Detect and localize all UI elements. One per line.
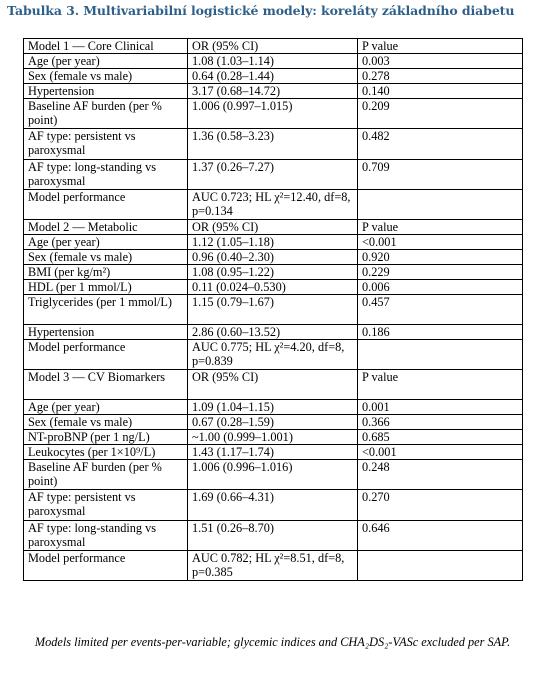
row-label-cell: Triglycerides (per 1 mmol/L) — [24, 295, 188, 325]
odds-ratio-cell: 3.17 (0.68–14.72) — [188, 84, 358, 99]
table-row — [24, 160, 523, 190]
p-value-cell: P value — [358, 39, 523, 54]
odds-ratio-cell: 1.15 (0.79–1.67) — [188, 295, 358, 325]
row-label-cell: Baseline AF burden (per % point) — [24, 460, 188, 490]
table-row — [24, 445, 523, 460]
p-value-cell: 0.646 — [358, 521, 523, 551]
p-value-cell — [358, 551, 523, 581]
table-row — [24, 551, 523, 581]
odds-ratio-cell: 1.09 (1.04–1.15) — [188, 400, 358, 415]
odds-ratio-cell: 1.08 (1.03–1.14) — [188, 54, 358, 69]
table-row — [24, 235, 523, 250]
table-row — [24, 250, 523, 265]
p-value-cell: 0.366 — [358, 415, 523, 430]
row-label-cell: Model performance — [24, 190, 188, 220]
table-row — [24, 54, 523, 69]
model-header-row — [24, 370, 523, 400]
p-value-cell: 0.006 — [358, 280, 523, 295]
results-table — [23, 38, 523, 581]
odds-ratio-cell: AUC 0.775; HL χ²=4.20, df=8, p=0.839 — [188, 340, 358, 370]
odds-ratio-cell: 0.64 (0.28–1.44) — [188, 69, 358, 84]
p-value-cell: 0.209 — [358, 99, 523, 129]
table-row — [24, 415, 523, 430]
p-value-cell: 0.001 — [358, 400, 523, 415]
row-label-cell: Model 1 — Core Clinical — [24, 39, 188, 54]
row-label-cell: Baseline AF burden (per % point) — [24, 99, 188, 129]
table-row — [24, 265, 523, 280]
odds-ratio-cell: 1.37 (0.26–7.27) — [188, 160, 358, 190]
row-label-cell: AF type: persistent vs paroxysmal — [24, 490, 188, 521]
row-label-cell: Age (per year) — [24, 54, 188, 69]
row-label-cell: Age (per year) — [24, 235, 188, 250]
model-header-row — [24, 220, 523, 235]
p-value-cell: 0.140 — [358, 84, 523, 99]
row-label-cell: Hypertension — [24, 325, 188, 340]
table-row — [24, 400, 523, 415]
row-label-cell: BMI (per kg/m²) — [24, 265, 188, 280]
odds-ratio-cell: 1.006 (0.996–1.016) — [188, 460, 358, 490]
row-label-cell: AF type: long-standing vs paroxysmal — [24, 521, 188, 551]
row-label-cell: Sex (female vs male) — [24, 415, 188, 430]
table-row — [24, 295, 523, 325]
odds-ratio-cell: 0.67 (0.28–1.59) — [188, 415, 358, 430]
table-row — [24, 129, 523, 160]
table-row — [24, 99, 523, 129]
odds-ratio-cell: 1.43 (1.17–1.74) — [188, 445, 358, 460]
p-value-cell: P value — [358, 220, 523, 235]
p-value-cell: <0.001 — [358, 235, 523, 250]
p-value-cell — [358, 340, 523, 370]
row-label-cell: Model 3 — CV Biomarkers — [24, 370, 188, 400]
row-label-cell: Age (per year) — [24, 400, 188, 415]
p-value-cell: 0.685 — [358, 430, 523, 445]
table-row — [24, 84, 523, 99]
p-value-cell: 0.457 — [358, 295, 523, 325]
odds-ratio-cell: ~1.00 (0.999–1.001) — [188, 430, 358, 445]
model-header-row — [24, 39, 523, 54]
p-value-cell: 0.920 — [358, 250, 523, 265]
row-label-cell: Model performance — [24, 551, 188, 581]
odds-ratio-cell: 1.36 (0.58–3.23) — [188, 129, 358, 160]
row-label-cell: Hypertension — [24, 84, 188, 99]
row-label-cell: Leukocytes (per 1×10⁹/L) — [24, 445, 188, 460]
odds-ratio-cell: OR (95% CI) — [188, 220, 358, 235]
table-row — [24, 430, 523, 445]
odds-ratio-cell: OR (95% CI) — [188, 39, 358, 54]
table-row — [24, 280, 523, 295]
odds-ratio-cell: 1.51 (0.26–8.70) — [188, 521, 358, 551]
results-table-body — [24, 39, 523, 581]
p-value-cell: 0.248 — [358, 460, 523, 490]
table-row — [24, 460, 523, 490]
odds-ratio-cell: 0.96 (0.40–2.30) — [188, 250, 358, 265]
p-value-cell: 0.270 — [358, 490, 523, 521]
row-label-cell: AF type: long-standing vs paroxysmal — [24, 160, 188, 190]
odds-ratio-cell: 1.006 (0.997–1.015) — [188, 99, 358, 129]
p-value-cell: 0.482 — [358, 129, 523, 160]
table-row — [24, 521, 523, 551]
table-row — [24, 69, 523, 84]
row-label-cell: NT-proBNP (per 1 ng/L) — [24, 430, 188, 445]
odds-ratio-cell: 1.12 (1.05–1.18) — [188, 235, 358, 250]
p-value-cell: 0.003 — [358, 54, 523, 69]
table-title: Tabulka 3. Multivariabilní logistické modely: koreláty základního diabetu — [7, 3, 515, 18]
odds-ratio-cell: AUC 0.782; HL χ²=8.51, df=8, p=0.385 — [188, 551, 358, 581]
p-value-cell — [358, 190, 523, 220]
odds-ratio-cell: 1.69 (0.66–4.31) — [188, 490, 358, 521]
table-row — [24, 340, 523, 370]
row-label-cell: Model 2 — Metabolic — [24, 220, 188, 235]
table-row — [24, 190, 523, 220]
row-label-cell: Model performance — [24, 340, 188, 370]
odds-ratio-cell: OR (95% CI) — [188, 370, 358, 400]
p-value-cell: 0.229 — [358, 265, 523, 280]
p-value-cell: 0.186 — [358, 325, 523, 340]
odds-ratio-cell: 2.86 (0.60–13.52) — [188, 325, 358, 340]
p-value-cell: <0.001 — [358, 445, 523, 460]
odds-ratio-cell: 0.11 (0.024–0.530) — [188, 280, 358, 295]
table-row — [24, 490, 523, 521]
odds-ratio-cell: AUC 0.723; HL χ²=12.40, df=8, p=0.134 — [188, 190, 358, 220]
row-label-cell: Sex (female vs male) — [24, 250, 188, 265]
p-value-cell: 0.709 — [358, 160, 523, 190]
p-value-cell: P value — [358, 370, 523, 400]
row-label-cell: AF type: persistent vs paroxysmal — [24, 129, 188, 160]
odds-ratio-cell: 1.08 (0.95–1.22) — [188, 265, 358, 280]
row-label-cell: HDL (per 1 mmol/L) — [24, 280, 188, 295]
table-footnote: Models limited per events-per-variable; glycemic indices and CHA₂DS₂-VASc excluded per SAP. — [34, 635, 511, 649]
p-value-cell: 0.278 — [358, 69, 523, 84]
row-label-cell: Sex (female vs male) — [24, 69, 188, 84]
table-row — [24, 325, 523, 340]
